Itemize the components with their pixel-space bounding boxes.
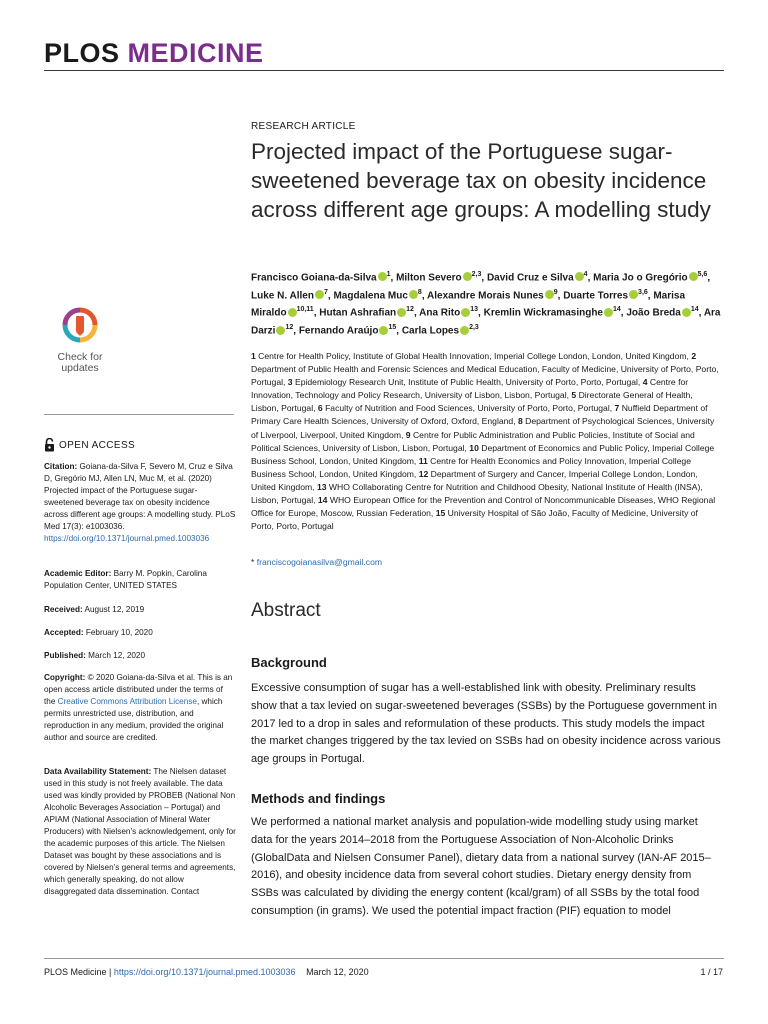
copyright-text-cont: , which permits unrestricted use, distribution, and reproduction in any medium, provided the original author and source are credited. [44,697,224,742]
affiliation-text: Centre for Innovation, Technology and Policy Research, University of Lisbon, Lisbon, Portugal, [251,377,689,401]
published-label: Published: [44,651,86,660]
author-affiliation-marker: 1 [386,271,391,278]
footer-doi-link[interactable]: https://doi.org/10.1371/journal.pmed.1003036 [113,967,296,977]
footer-citation [44,967,369,977]
author-name[interactable]: Fernando Araújo [298,325,379,337]
author-separator: , [647,290,654,302]
affiliation-text: University Hospital of São João, Faculty of Medicine, University of Porto, Porto, Portugal [251,508,698,532]
author-name[interactable]: Luke N. Allen [251,290,314,302]
page-number: 1 / 17 [700,967,723,977]
orcid-icon[interactable] [397,308,406,317]
orcid-icon[interactable] [604,308,613,317]
author-affiliation-marker: 15 [388,324,397,332]
methods-heading: Methods and findings [251,791,386,806]
orcid-icon[interactable] [378,272,387,281]
article-type-label: RESEARCH ARTICLE [251,121,356,132]
data-availability-text: The Nielsen dataset used in this study is not freely available. The data used was kindly provided by PROBEB (National Non Alcoholic Beverages Association – Portugal) and APIAM (National Association of Mineral Water Producers) with Nielsen’s acknowledgement, only for the academic purposes of this article. The Nielsen Dataset was bought by these associations and is covered by Nielsen’s general terms and agreements, which generally speaking, do not allow disaggregated data dissemination. Contact [44,767,236,896]
received-label: Received: [44,605,83,614]
author-affiliation-marker: 5,6 [697,271,708,278]
author-separator: , [327,290,334,302]
orcid-icon[interactable] [461,308,470,317]
sidebar-divider [44,414,234,415]
author-name[interactable]: Magdalena Muc [333,290,408,302]
affiliation-number: 12 [418,468,429,479]
author-affiliation-marker: 14 [613,306,621,314]
author-affiliation-marker: 13 [470,306,479,314]
author-name[interactable]: Kremlin Wickramasinghe [483,307,603,319]
author-separator: , [587,272,594,284]
affiliation-number: 8 [518,416,523,427]
affiliation-text: Department of Psychological Sciences, University of Liverpool, Liverpool, United Kingdom, [251,416,715,440]
copyright-text: © 2020 Goiana-da-Silva et al. This is an open access article distributed under the terms of the [44,673,233,706]
author-name[interactable]: Maria Jo o Gregório [593,272,688,284]
orcid-icon[interactable] [288,308,297,317]
abstract-heading: Abstract [251,600,321,621]
affiliation-number: 9 [405,429,411,440]
journal-logo-medicine: MEDICINE [127,38,264,68]
author-separator: , [293,325,299,337]
email-address[interactable]: franciscogoianasilva@gmail.com [256,557,383,567]
author-name[interactable]: Ara Darzi [251,307,721,337]
affiliation-list [251,350,721,533]
affiliation-text: Department of Public Health and Forensic Sciences and Medical Education, Faculty of Medicine, University of Porto, Porto, Portugal, [251,364,719,388]
affiliation-text: Department of Surgery and Cancer, Imperial College London, London, United Kingdom, [251,468,698,492]
editor-text: Barry M. Popkin, Carolina Population Center, UNITED STATES [44,569,207,590]
email-marker: * [251,557,255,567]
author-list [251,268,721,339]
affiliation-text: Directorate General of Health, Lisbon, Portugal, [251,390,693,414]
affiliation-number: 6 [317,403,323,414]
affiliation-number: 14 [317,495,328,506]
affiliation-number: 3 [287,377,293,388]
open-lock-icon [44,438,55,452]
author-affiliation-marker: 9 [553,288,558,296]
check-for-updates-badge[interactable] [44,307,116,374]
author-name[interactable]: Carla Lopes [401,325,460,337]
received-date: August 12, 2019 [84,605,145,614]
data-availability-label: Data Availability Statement: [44,767,152,776]
affiliation-number: 10 [469,442,479,453]
author-affiliation-marker: 2,3 [471,271,482,278]
author-name[interactable]: Marisa Miraldo [251,290,686,319]
author-separator: , [481,272,487,284]
author-affiliation-marker: 12 [406,306,414,314]
data-availability-block [44,766,236,898]
author-separator: , [698,307,704,319]
author-name[interactable]: João Breda [626,307,681,319]
academic-editor-block [44,568,236,592]
received-block [44,604,236,616]
author-affiliation-marker: 2,3 [469,324,479,332]
affiliation-number: 11 [418,455,428,466]
orcid-icon[interactable] [315,290,324,299]
affiliation-text: Department of Economics and Public Policy, Imperial College Business School, London, United Kingdom, [251,442,715,466]
header-divider [44,70,724,71]
journal-logo [44,38,264,69]
orcid-icon[interactable] [575,272,584,281]
author-separator: , [620,307,627,319]
accepted-date: February 10, 2020 [85,628,153,637]
affiliation-number: 2 [691,351,697,361]
open-access-text: OPEN ACCESS [59,439,136,451]
footer-separator: | [109,967,112,977]
affiliation-text: Nuffield Department of Primary Care Health Sciences, University of Oxford, Oxford, England, [251,403,708,427]
author-affiliation-marker: 14 [690,306,699,314]
orcid-icon[interactable] [545,290,554,299]
published-block [44,650,236,662]
license-link[interactable]: Creative Commons Attribution License [57,697,197,706]
author-name[interactable]: David Cruz e Silva [486,272,574,284]
author-affiliation-marker: 8 [417,288,422,296]
article-title: Projected impact of the Portuguese sugar-sweetened beverage tax on obesity incidence across different age groups: A modelling study [251,139,711,222]
author-separator: , [396,325,402,337]
citation-text: Goiana-da-Silva F, Severo M, Cruz e Silva D, Gregório MJ, Allen LN, Muc M, et al. (2020) Projected impact of the Portuguese sugar-sweetened beverage tax on obesity incidence across different age groups: A modelling study. PLoS Med 17(3): e1003036. [44,462,236,531]
author-separator: , [313,307,320,319]
author-affiliation-marker: 10,11 [296,306,314,314]
affiliation-text: Centre for Public Administration and Public Policies, Institute of Social and Political Sciences, University of Lisbon, Lisbon, Portugal, [251,429,695,453]
copyright-block [44,672,236,744]
author-separator: , [413,307,420,319]
check-updates-line2: updates [61,362,99,374]
author-affiliation-marker: 3,6 [638,288,648,296]
accepted-block [44,627,236,639]
affiliation-number: 4 [642,377,648,388]
author-name[interactable]: Ana Rito [419,307,461,319]
author-separator: , [478,307,484,319]
author-separator: , [421,290,428,302]
author-name[interactable]: Duarte Torres [563,290,629,302]
affiliation-text: WHO European Office for the Prevention and Control of Noncommunicable Diseases, WHO Regional Office for Europe, Moscow, Russian Federation, [251,495,716,519]
affiliation-text: Faculty of Nutrition and Food Sciences, University of Porto, Porto, Portugal, [325,403,613,414]
methods-paragraph: We performed a national market analysis and population-wide modelling study using market data for the years 2014–2018 from the Portuguese Association of Non-Alcoholic Drinks (GlobalData and Nielsen Consumer Panel), dietary data from a national survey (IAN-AF 2015–2016), and obesity incidence data from several cohort studies. Dietary energy density from SSBs was calculated by dividing the energy content (kcal/gram) of all SSBs by the total food consumption (in grams). We used the potential impact fraction (PIF) equation to model [251,816,711,917]
background-heading: Background [251,655,327,670]
citation-doi-link[interactable]: https://doi.org/10.1371/journal.pmed.1003036 [44,534,210,543]
citation-block [44,461,236,545]
author-name[interactable]: Francisco Goiana-da-Silva [251,272,377,284]
affiliation-number: 7 [614,403,620,414]
published-date: March 12, 2020 [88,651,146,660]
affiliation-number: 15 [435,508,446,519]
orcid-icon[interactable] [409,290,418,299]
author-name[interactable]: Hutan Ashrafian [319,307,397,319]
check-updates-icon [62,307,98,343]
footer-date: March 12, 2020 [306,967,369,977]
author-separator: , [707,272,711,284]
copyright-label: Copyright: [44,673,86,682]
editor-label: Academic Editor: [44,569,112,578]
orcid-icon[interactable] [682,308,691,317]
author-separator: , [557,290,564,302]
author-affiliation-marker: 7 [323,288,328,296]
accepted-label: Accepted: [44,628,84,637]
orcid-icon[interactable] [460,326,469,335]
affiliation-text: Epidemiology Research Unit, Institute of Public Health, University of Porto, Porto, Portugal, [294,377,641,388]
author-affiliation-marker: 12 [285,324,294,332]
affiliation-text: Centre for Health Economics and Policy Innovation, Imperial College Business School, London, United Kingdom, [251,455,691,479]
background-paragraph: Excessive consumption of sugar has a well-established link with obesity. Preliminary results show that a tax levied on sugar-sweetened beverages (SSBs) by the Portuguese government in 2017 led to a drop in sales and reformulation of these products. This study models the impact the market changes triggered by the tax levied on SSBs had on obesity incidence across various age groups in Portugal. [251,682,721,766]
journal-logo-plos: PLOS [44,38,120,68]
check-updates-line1: Check for [57,351,103,363]
affiliation-text: Centre for Health Policy, Institute of Global Health Innovation, Imperial College London, London, United Kingdom, [258,351,689,361]
orcid-icon[interactable] [629,290,638,299]
citation-label: Citation: [44,462,78,471]
author-affiliation-marker: 4 [583,271,588,278]
corresponding-email[interactable] [251,557,721,567]
footer-divider [44,958,724,959]
author-name[interactable]: Milton Severo [396,272,462,284]
author-name[interactable]: Alexandre Morais Nunes [427,290,544,302]
orcid-icon[interactable] [689,272,698,281]
affiliation-number: 5 [571,390,577,401]
open-access-label [44,438,135,452]
affiliation-number: 1 [251,351,256,361]
footer-journal: PLOS Medicine [44,967,107,977]
author-separator: , [390,272,397,284]
orcid-icon[interactable] [463,272,472,281]
affiliation-number: 13 [316,481,327,492]
affiliation-text: WHO Collaborating Centre for Nutrition and Childhood Obesity, National Institute of Health (INSA), Lisbon, Portugal, [251,481,703,506]
